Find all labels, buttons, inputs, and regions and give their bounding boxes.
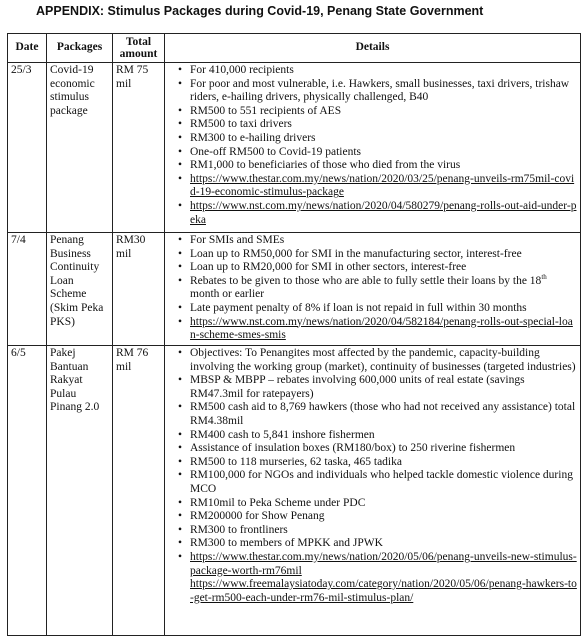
detail-item: • RM10mil to Peka Scheme under PDC [190,497,577,511]
source-link[interactable]: • https://www.thestar.com.my/news/nation/2020/05/06/penang-unveils-new-stimulus-package-worth-rm76mil [190,551,577,578]
detail-item: • For poor and most vulnerable, i.e. Hawkers, small businesses, taxi drivers, trishaw riders, e-hailing drivers, physically challenged, B40 [190,78,577,105]
detail-item: • Loan up to RM50,000 for SMI in the manufacturing sector, interest-free [190,248,577,262]
detail-item: • Assistance of insulation boxes (RM180/box) to 250 riverine fishermen [190,442,577,456]
row-package: Covid-19 economic stimulus package [47,63,113,233]
detail-item [190,272,577,302]
detail-item: • RM500 cash aid to 8,769 hawkers (those who had not received any assistance) total RM4.38mil [190,401,577,428]
detail-item: • RM300 to e-hailing drivers [190,132,577,146]
table-row [8,233,581,346]
detail-item: • RM300 to members of MPKK and JPWK [190,537,577,551]
detail-item: • RM500 to taxi drivers [190,118,577,132]
col-header-details: Details [165,34,581,63]
detail-text: month or earlier [190,288,265,301]
detail-item: • Loan up to RM20,000 for SMI in other sectors, interest-free [190,261,577,275]
detail-item: • RM400 cash to 5,841 inshore fishermen [190,429,577,443]
row-details [165,233,581,346]
table-row [8,63,581,233]
row-date: 7/4 [8,233,47,346]
row-amount: RM30 mil [113,233,165,346]
col-header-packages: Packages [47,34,113,63]
row-details [165,346,581,636]
row-amount: RM 76 mil [113,346,165,636]
source-link[interactable]: https://www.freemalaysiatoday.com/category/nation/2020/05/06/penang-hawkers-to-get-rm500-each-under-rm76-mil-stimulus-plan/ [190,578,577,604]
header-row [8,34,581,63]
detail-item: • Objectives: To Penangites most affected by the pandemic, capacity-building involving the working group (market), continuity of businesses (targeted industries) [190,347,577,374]
ordinal-suffix: th [541,272,547,281]
row-package: Penang Business Continuity Loan Scheme (Skim Peka PKS) [47,233,113,346]
row-amount: RM 75 mil [113,63,165,233]
row-date: 6/5 [8,346,47,636]
detail-item: • RM300 to frontliners [190,524,577,538]
detail-text: Rebates to be given to those who are able to fully settle their loans by the 18 [190,274,542,287]
source-link[interactable]: • https://www.nst.com.my/news/nation/2020/04/580279/penang-rolls-out-aid-under-peka [190,200,577,227]
stimulus-table [7,33,581,636]
col-header-date: Date [8,34,47,63]
detail-item: • Late payment penalty of 8% if loan is not repaid in full within 30 months [190,302,577,316]
detail-item: • RM1,000 to beneficiaries of those who died from the virus [190,159,577,173]
detail-item: • One-off RM500 to Covid-19 patients [190,146,577,160]
page-title: APPENDIX: Stimulus Packages during Covid-19, Penang State Government [36,4,484,18]
detail-item: • RM200000 for Show Penang [190,510,577,524]
detail-item: • MBSP & MBPP – rebates involving 600,000 units of real estate (savings RM47.3mil for ratepayers) [190,374,577,401]
detail-item: • RM500 to 551 recipients of AES [190,105,577,119]
source-link[interactable]: • https://www.nst.com.my/news/nation/2020/04/582184/penang-rolls-out-special-loan-scheme-smes-smis [190,316,577,343]
source-link[interactable]: • https://www.thestar.com.my/news/nation/2020/03/25/penang-unveils-rm75mil-covid-19-economic-stimulus-package [190,173,577,200]
row-package: Pakej Bantuan Rakyat Pulau Pinang 2.0 [47,346,113,636]
detail-item: • For 410,000 recipients [190,64,577,78]
col-header-total-amount: Total amount [113,34,165,63]
detail-item: • For SMIs and SMEs [190,234,577,248]
row-details [165,63,581,233]
table-row [8,346,581,636]
detail-item: • RM500 to 118 murseries, 62 taska, 465 tadika [190,456,577,470]
detail-item: • RM100,000 for NGOs and individuals who helped tackle domestic violence during MCO [190,469,577,496]
row-date: 25/3 [8,63,47,233]
